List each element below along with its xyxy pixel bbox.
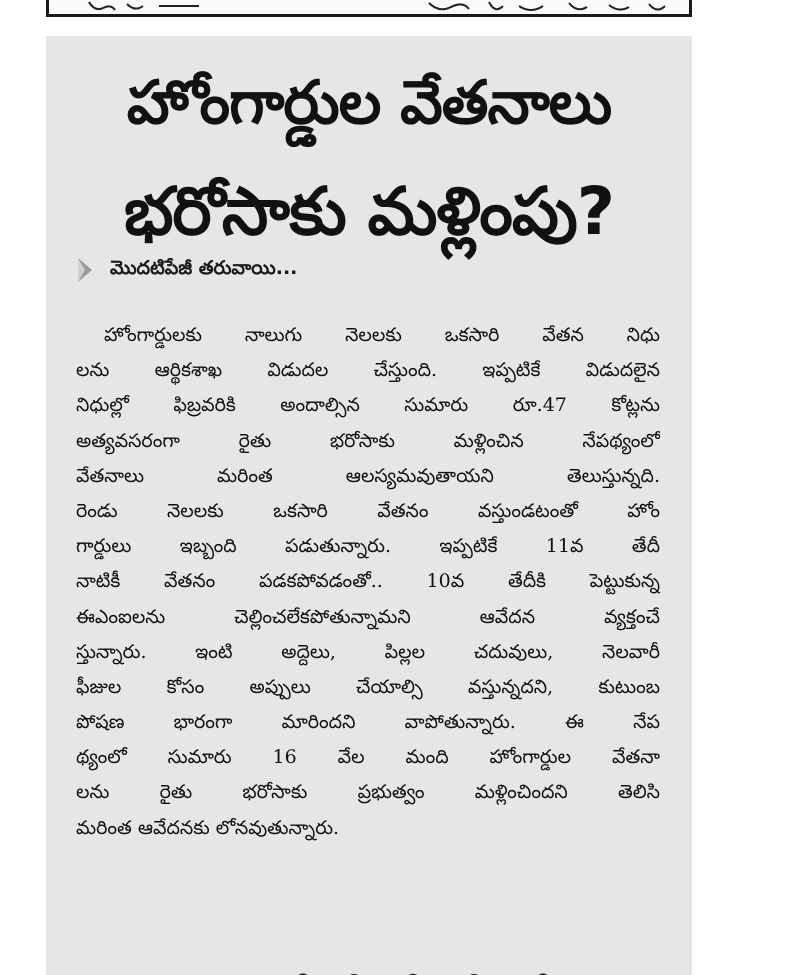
arrow-right-icon <box>76 255 96 285</box>
body-line: మరింత ఆవేదనకు లోనవుతున్నారు. <box>76 816 340 839</box>
previous-article-clipped-edge <box>46 0 692 17</box>
continued-from-label <box>76 255 297 285</box>
body-line: స్తున్నారు. ఇంటి అద్దెలు, పిల్లల చదువులు, నెలవారీ <box>76 640 660 663</box>
headline-line-2: భరోసాకు మళ్లింపు? <box>123 173 615 250</box>
body-line: అత్యవసరంగా రైతు భరోసాకు మళ్లించిన నేపథ్యంలో <box>76 429 660 452</box>
body-line: లను ఆర్థికశాఖ విడుదల చేస్తుంది. ఇప్పటికే విడుదలైన <box>76 359 660 382</box>
clipped-text-fragments <box>49 0 692 17</box>
body-line: వేతనాలు మరింత ఆలస్యమవుతాయని తెలుస్తున్నది. <box>76 464 660 487</box>
body-line: నాటికీ వేతనం పడకపోవడంతో.. 10వ తేదీకి పెట్టుకున్న <box>76 570 660 593</box>
headline-line-1: హోంగార్డుల వేతనాలు <box>126 68 612 138</box>
news-article <box>46 36 692 975</box>
body-line: ఈఎంఐలను చెల్లించలేకపోతున్నామని ఆవేదన వ్యక్తంచే <box>76 605 660 628</box>
body-line: రెండు నెలలకు ఒకసారి వేతనం వస్తుండటంతో హోం <box>76 499 660 522</box>
next-article-clipped-edge <box>46 965 692 975</box>
body-line: హోంగార్డులకు నాలుగు నెలలకు ఒకసారి వేతన నిధు <box>104 324 660 346</box>
body-line: గార్డులు ఇబ్బంది పడుతున్నారు. ఇప్పటికే 11వ తేదీ <box>76 535 660 558</box>
body-line: లను రైతు భరోసాకు ప్రభుత్వం మళ్లించిందని తెలిసి <box>76 781 660 804</box>
body-line: పోషణ భారంగా మారిందని వాపోతున్నారు. ఈ నేప <box>76 711 660 734</box>
body-line: ఫీజుల కోసం అప్పులు చేయాల్సి వస్తున్నదని, కుటుంబ <box>76 675 660 698</box>
body-line: నిధుల్లో ఫిబ్రవరికి అందాల్సిన సుమారు రూ.47 కోట్లను <box>76 394 660 417</box>
continued-from-text: మొదటిపేజీ తరువాయి... <box>110 256 298 279</box>
body-line: థ్యంలో సుమారు 16 వేల మంది హోంగార్డుల వేతనా <box>76 746 660 769</box>
article-body <box>76 318 660 846</box>
